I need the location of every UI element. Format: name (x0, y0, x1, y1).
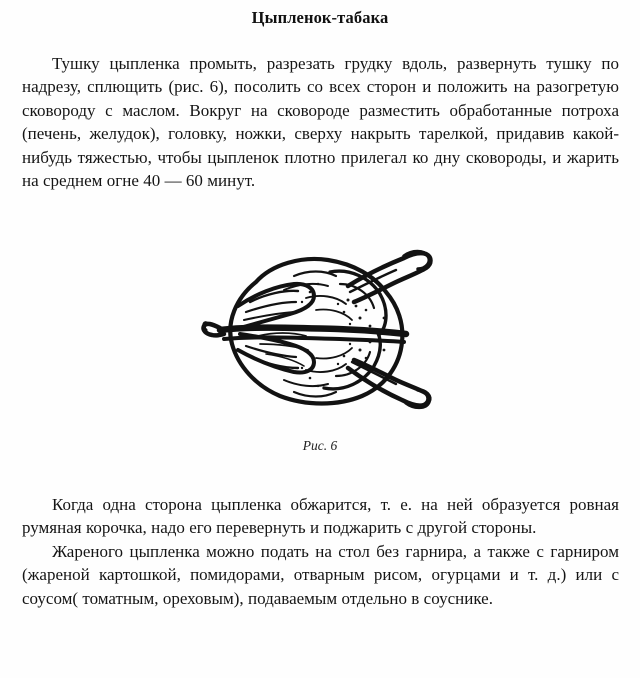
flattened-chicken-illustration (198, 240, 442, 430)
paragraph: Когда одна сторона цыпленка обжарится, т. е. на ней образуется ровная румяная корочка, надо его перевернуть и поджарить с другой стороны. (22, 495, 619, 538)
page-title: Цыпленок-табака (251, 8, 389, 27)
paragraph: Тушку цыпленка промыть, разрезать грудку вдоль, развернуть тушку по надрезу, сплющить (рис. 6), посолить со всех сторон и положить на разогретую сковороду с маслом. Вокруг на сковороде разместить обработанные потроха (печень, желудок), головку, ножки, сверху накрыть тарелкой, придавив какой-нибудь тяжестью, чтобы цыпленок плотно прилегал ко дну сковороды, и жарить на среднем огне 40 — 60 минут. (22, 54, 619, 191)
recipe-intro-block (22, 52, 619, 192)
figure (0, 240, 640, 454)
paragraph: Жареного цыпленка можно подать на стол без гарнира, а также с гарниром (жареной картошкой, помидорами, отварным рисом, огурцами и т. д.) или с соусом( томатным, ореховым), подаваемым отдельно в соуснике. (22, 541, 619, 608)
recipe-serving-block (22, 493, 619, 610)
figure-caption: Рис. 6 (302, 438, 338, 453)
